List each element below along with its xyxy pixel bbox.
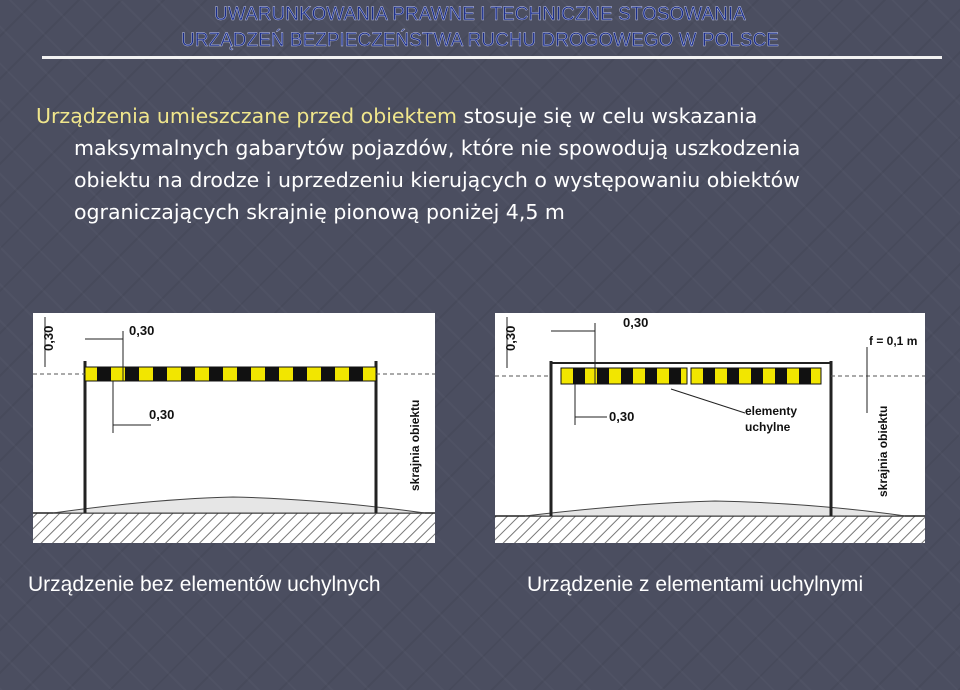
title-line-2: URZĄDZEŃ BEZPIECZEŃSTWA RUCHU DROGOWEGO W POLSCE (181, 30, 779, 51)
caption-with-swinging: Urządzenie z elementami uchylnymi (527, 573, 864, 596)
dimension-top-label: 0,30 (623, 315, 649, 330)
diagram-1-drawing (33, 313, 435, 543)
f-dimension-label: f = 0,1 m (869, 334, 918, 348)
dimension-vertical-label: 0,30 (503, 325, 518, 351)
ground-hatch (495, 516, 925, 543)
paragraph-line-4: ograniczających skrajnię pionową poniżej 4,5 m (74, 200, 565, 224)
slide-title (0, 2, 960, 54)
dimension-bar-label: 0,30 (149, 407, 175, 422)
elements-label-line-2: uchylne (745, 420, 791, 434)
diagram-without-swinging-elements (33, 313, 435, 543)
title-line-1: UWARUNKOWANIA PRAWNE I TECHNICZNE STOSOWANIA (214, 4, 746, 25)
elements-leader-line (671, 389, 745, 413)
dimension-top-label: 0,30 (129, 323, 155, 338)
dimension-bar-label: 0,30 (609, 409, 635, 424)
paragraph-line-1-rest: stosuje się w celu wskazania (457, 104, 758, 128)
dimension-vertical-label: 0,30 (41, 325, 56, 351)
skrajnia-label: skrajnia obiektu (876, 405, 890, 497)
road-surface (525, 501, 905, 516)
body-paragraph (36, 100, 926, 228)
caption-without-swinging: Urządzenie bez elementów uchylnych (28, 573, 381, 596)
paragraph-line-2: maksymalnych gabarytów pojazdów, które nie spowodują uszkodzenia (74, 136, 801, 160)
paragraph-line-1 (36, 100, 926, 132)
road-surface (53, 497, 425, 513)
title-divider (42, 56, 942, 59)
ground-hatch (33, 513, 435, 543)
elements-label-line-1: elementy (745, 404, 798, 418)
paragraph-line-3: obiektu na drodze i uprzedzeniu kierujących o występowaniu obiektów (74, 168, 800, 192)
diagram-with-swinging-elements (495, 313, 925, 543)
diagram-2-drawing (495, 313, 925, 543)
paragraph-highlight: Urządzenia umieszczane przed obiektem (36, 104, 458, 128)
skrajnia-label: skrajnia obiektu (408, 399, 422, 491)
